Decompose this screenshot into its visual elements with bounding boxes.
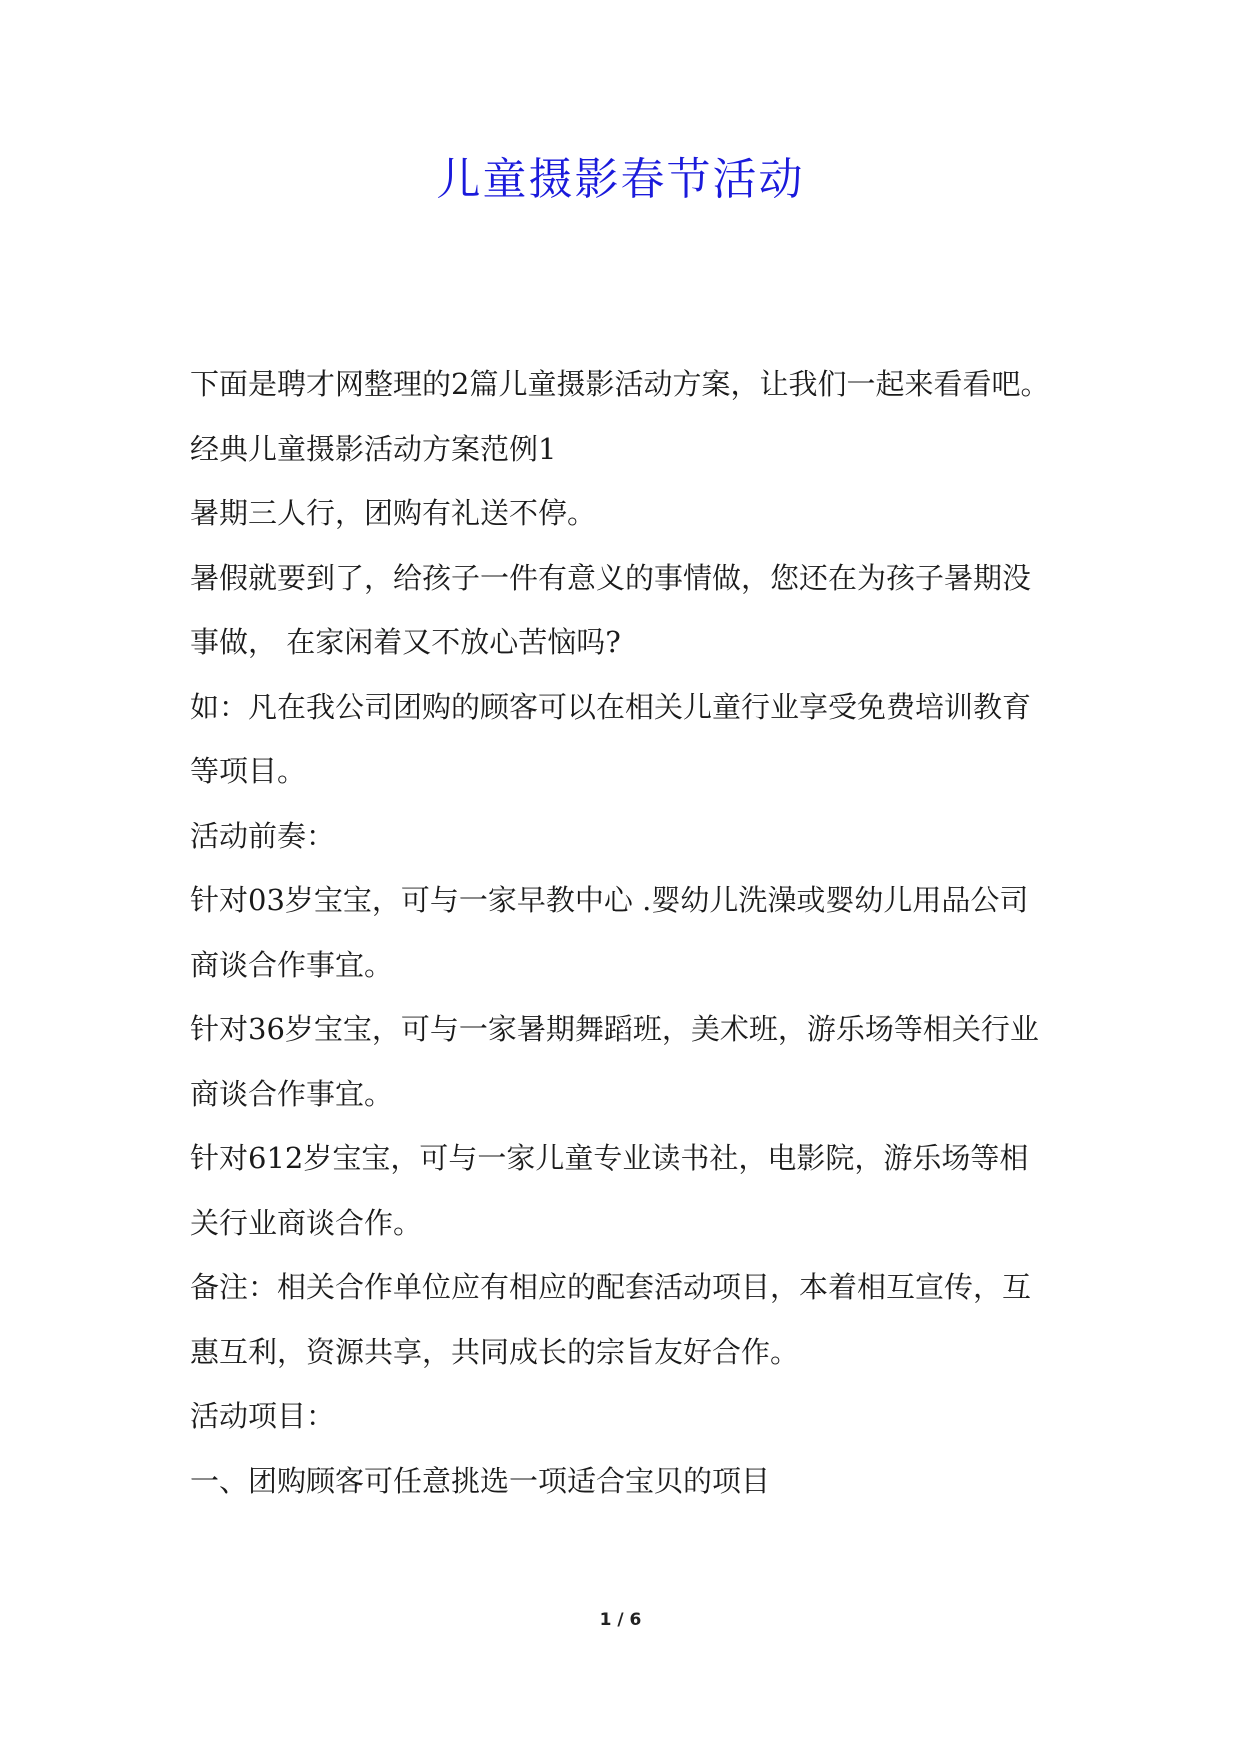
paragraph-items-heading: 活动项目： xyxy=(190,1399,336,1433)
page-title: 儿童摄影春节活动 xyxy=(436,154,805,205)
paragraph-age-6-12: 针对612岁宝宝，可与一家儿童专业读书社，电影院，游乐场等相关行业商谈合作。 xyxy=(190,1141,1029,1240)
paragraph-intro: 下面是聘才网整理的2篇儿童摄影活动方案，让我们一起来看看吧。 xyxy=(190,367,1050,401)
paragraph-heading-example-1: 经典儿童摄影活动方案范例1 xyxy=(190,431,557,466)
document-body xyxy=(190,352,1055,1513)
paragraph-summer-question: 暑假就要到了，给孩子一件有意义的事情做，您还在为孩子暑期没事做， 在家闲着又不放心苦恼吗? xyxy=(190,560,1032,659)
paragraph-age-3-6: 针对36岁宝宝，可与一家暑期舞蹈班，美术班，游乐场等相关行业商谈合作事宜。 xyxy=(190,1012,1039,1111)
paragraph-example: 如：凡在我公司团购的顾客可以在相关儿童行业享受免费培训教育等项目。 xyxy=(190,689,1032,788)
paragraph-age-0-3: 针对03岁宝宝，可与一家早教中心 .婴幼儿洗澡或婴幼儿用品公司商谈合作事宜。 xyxy=(190,883,1029,982)
paragraph-note: 备注：相关合作单位应有相应的配套活动项目，本着相互宣传，互惠互利，资源共享，共同成长的宗旨友好合作。 xyxy=(190,1270,1032,1369)
paragraph-prelude-heading: 活动前奏： xyxy=(190,818,336,853)
paragraph-slogan: 暑期三人行，团购有礼送不停。 xyxy=(190,496,597,530)
paragraph-item-1: 一、团购顾客可任意挑选一项适合宝贝的项目 xyxy=(190,1463,771,1498)
page-number: 1 / 6 xyxy=(599,1610,642,1630)
